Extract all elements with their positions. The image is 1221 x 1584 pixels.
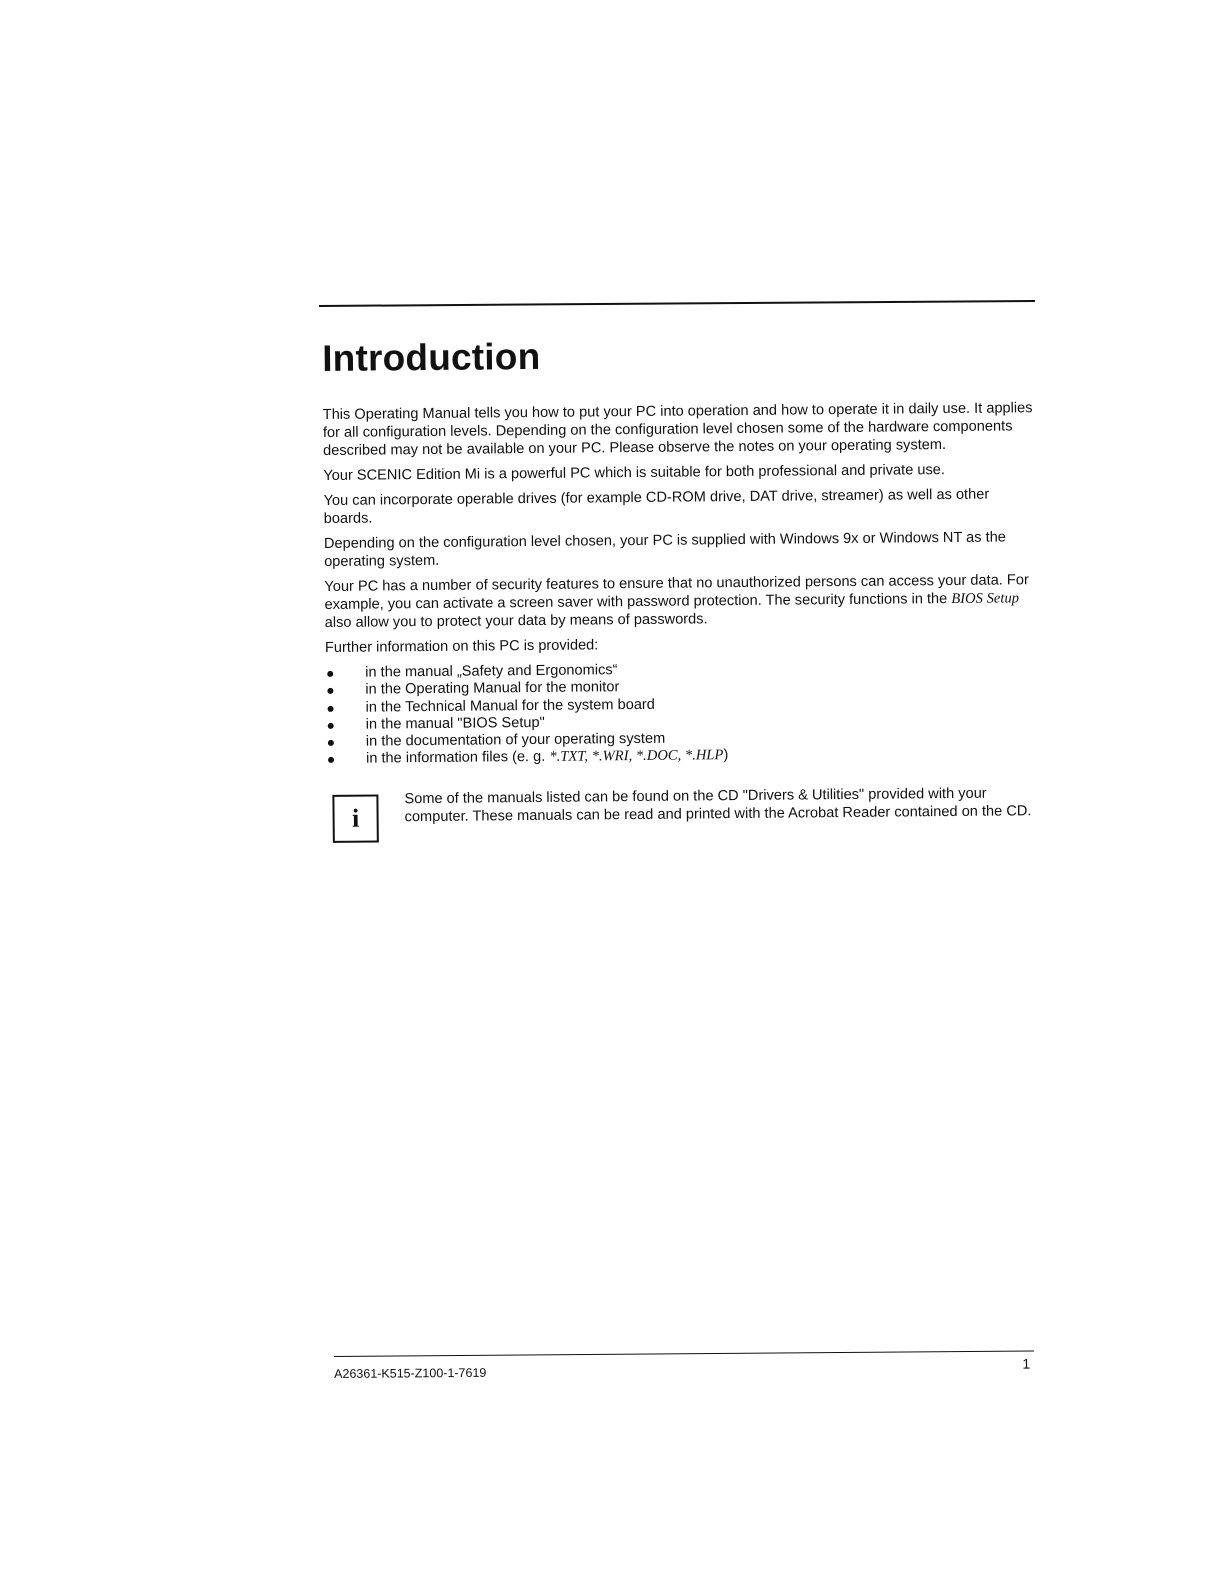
- file-extensions: *.TXT, *.WRI, *.DOC, *.HLP: [549, 747, 724, 766]
- page-number: 1: [1022, 1355, 1031, 1372]
- list-item-text: in the Operating Manual for the monitor: [365, 679, 620, 698]
- bullet-icon: [328, 757, 334, 763]
- bullet-icon: [327, 671, 333, 677]
- list-item-text: in the information files (e. g.: [365, 749, 550, 768]
- main-content: [322, 331, 1042, 851]
- security-text-after: also allow you to protect your data by means of passwords.: [324, 611, 708, 631]
- info-sources-list: [325, 658, 1041, 769]
- list-item-text: in the Technical Manual for the system board: [365, 696, 655, 716]
- info-note: [326, 784, 1042, 851]
- bios-setup-reference: BIOS Setup: [951, 590, 1020, 607]
- bullet-icon: [327, 688, 333, 694]
- list-item-text: in the manual „Safety and Ergonomics“: [365, 662, 618, 681]
- list-item-text: in the manual "BIOS Setup": [365, 714, 545, 733]
- bullet-icon: [328, 706, 334, 712]
- page-title: Introduction: [322, 335, 541, 379]
- list-item-text-end: ): [723, 747, 729, 764]
- info-note-text: Some of the manuals listed can be found on the CD "Drivers & Utilities" provided with your computer. These manuals can be read and printed with the Acrobat Reader contained on the CD.: [404, 785, 1032, 826]
- page-footer: [334, 1351, 1034, 1381]
- bullet-icon: [328, 740, 334, 746]
- paragraph-further-info: Further information on this PC is provided:: [324, 637, 599, 656]
- bullet-icon: [328, 723, 334, 729]
- info-icon: i: [332, 794, 378, 842]
- document-number: A26361-K515-Z100-1-7619: [334, 1365, 487, 1381]
- top-rule: [319, 300, 1035, 307]
- footer-rule: [334, 1351, 1034, 1357]
- paragraph-drives: You can incorporate operable drives (for example CD-ROM drive, DAT drive, streamer) as well as other boards.: [323, 486, 990, 527]
- security-text-before: Your PC has a number of security features to ensure that no unauthorized persons can access your data. For example, you can activate a screen saver with password protection. The security functions in the: [324, 572, 1029, 613]
- paragraph-intro: This Operating Manual tells you how to put your PC into operation and how to operate it in daily use. It applies for all configuration levels. Depending on the configuration level chosen some of the hardware components described may not be available on your PC. Please observe the notes on your operating system.: [322, 400, 1033, 459]
- paragraph-os: Depending on the configuration level chosen, your PC is supplied with Windows 9x or Windows NT as the operating system.: [323, 529, 1006, 570]
- paragraph-scenic: Your SCENIC Edition Mi is a powerful PC which is suitable for both professional and private use.: [323, 462, 945, 484]
- paragraph-security: [324, 571, 1039, 632]
- list-item-text: in the documentation of your operating system: [365, 730, 666, 750]
